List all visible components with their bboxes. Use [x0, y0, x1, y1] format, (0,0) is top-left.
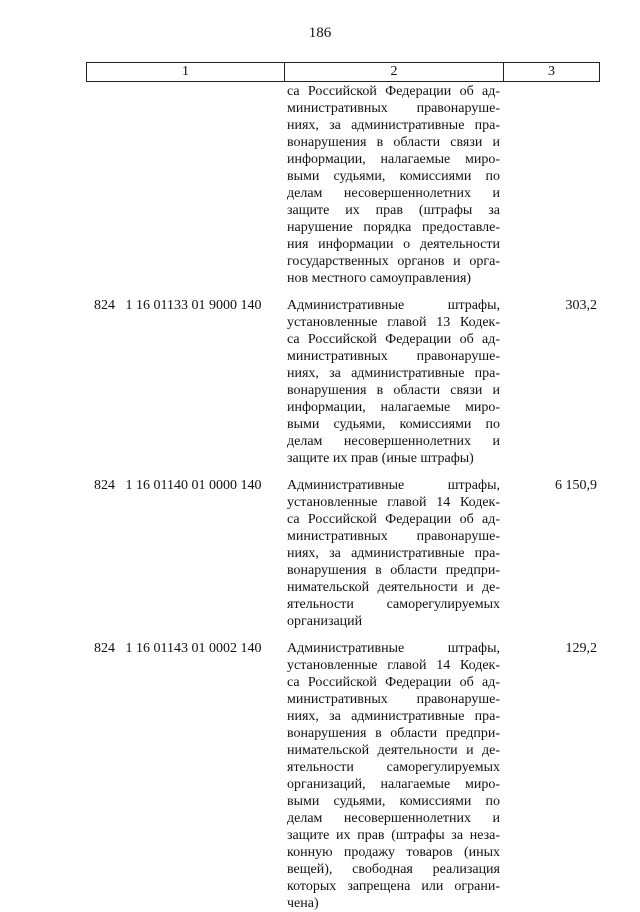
description-cell: [284, 477, 503, 630]
description-line: Административные штрафы,: [287, 641, 500, 656]
description-line: вонарушения в области предпри-: [287, 563, 500, 578]
code-cell: [86, 83, 284, 287]
amount-cell: 303,2: [565, 298, 597, 313]
description-line: ниях, за административные пра-: [287, 546, 500, 561]
description-line: ниях, за административные пра-: [287, 709, 500, 724]
description-line: защите их прав (иные штрафы): [287, 451, 474, 466]
description-line: министративных правонаруше-: [287, 349, 500, 364]
description-line: нимательской деятельности и де-: [287, 743, 500, 758]
amount-cell: 129,2: [565, 641, 597, 656]
description-line: са Российской Федерации об ад-: [287, 675, 500, 690]
header-col-1: 1: [87, 63, 285, 81]
amount-cell: [503, 83, 600, 287]
description-line: выми судьями, комиссиями по: [287, 417, 500, 432]
code-cell: 824 1 16 01133 01 9000 140: [94, 298, 262, 313]
description-line: ятельности саморегулируемых: [287, 760, 500, 775]
code-cell: 824 1 16 01140 01 0000 140: [94, 478, 262, 493]
description-line: делам несовершеннолетних и: [287, 811, 500, 826]
description-cell: [284, 83, 503, 287]
header-col-3: 3: [548, 64, 555, 79]
description-line: вонарушения в области связи и: [287, 383, 500, 398]
description-line: установленные главой 14 Кодек-: [287, 495, 500, 510]
description-line: ниях, за административные пра-: [287, 366, 500, 381]
description-line: министративных правонаруше-: [287, 101, 500, 116]
description-line: установленные главой 13 Кодек-: [287, 315, 500, 330]
description-line: чена): [287, 896, 319, 911]
description-line: делам несовершеннолетних и: [287, 434, 500, 449]
table-row: [86, 477, 600, 630]
description-line: конную продажу товаров (иных: [287, 845, 500, 860]
description-line: защите их прав (штрафы за неза-: [287, 828, 500, 843]
description-line: нимательской деятельности и де-: [287, 580, 500, 595]
table-row-continuation: [86, 83, 600, 287]
description-line: ятельности саморегулируемых: [287, 597, 500, 612]
table-header: [86, 62, 600, 82]
table-row: [86, 640, 600, 912]
amount-cell: 6 150,9: [555, 478, 597, 493]
description-line: министративных правонаруше-: [287, 529, 500, 544]
description-line: организаций, налагаемые миро-: [287, 777, 500, 792]
description-line: нов местного самоуправления): [287, 271, 472, 286]
description-line: министративных правонаруше-: [287, 692, 500, 707]
description-line: выми судьями, комиссиями по: [287, 794, 500, 809]
page-number: 186: [308, 25, 332, 41]
description-line: государственных органов и орга-: [287, 254, 500, 269]
description-line: са Российской Федерации об ад-: [287, 512, 500, 527]
table-body: [86, 83, 600, 912]
description-line: са Российской Федерации об ад-: [287, 84, 500, 99]
header-col-2: 2: [285, 63, 504, 81]
description-line: делам несовершеннолетних и: [287, 186, 500, 201]
description-line: информации, налагаемые миро-: [287, 152, 500, 167]
description-line: ниях, за административные пра-: [287, 118, 500, 133]
description-line: выми судьями, комиссиями по: [287, 169, 500, 184]
description-cell: [284, 297, 503, 467]
description-line: организаций: [287, 614, 363, 629]
description-line: нарушение порядка предоставле-: [287, 220, 500, 235]
description-line: вещей), свободная реализация: [287, 862, 500, 877]
description-cell: [284, 640, 503, 912]
description-line: защите их прав (штрафы за: [287, 203, 500, 218]
description-line: информации, налагаемые миро-: [287, 400, 500, 415]
description-line: Административные штрафы,: [287, 298, 500, 313]
description-line: установленные главой 14 Кодек-: [287, 658, 500, 673]
table-row: [86, 297, 600, 467]
description-line: ния информации о деятельности: [287, 237, 500, 252]
description-line: которых запрещена или ограни-: [287, 879, 500, 894]
description-line: вонарушения в области предпри-: [287, 726, 500, 741]
code-cell: 824 1 16 01143 01 0002 140: [94, 641, 262, 656]
description-line: Административные штрафы,: [287, 478, 500, 493]
description-line: вонарушения в области связи и: [287, 135, 500, 150]
description-line: са Российской Федерации об ад-: [287, 332, 500, 347]
